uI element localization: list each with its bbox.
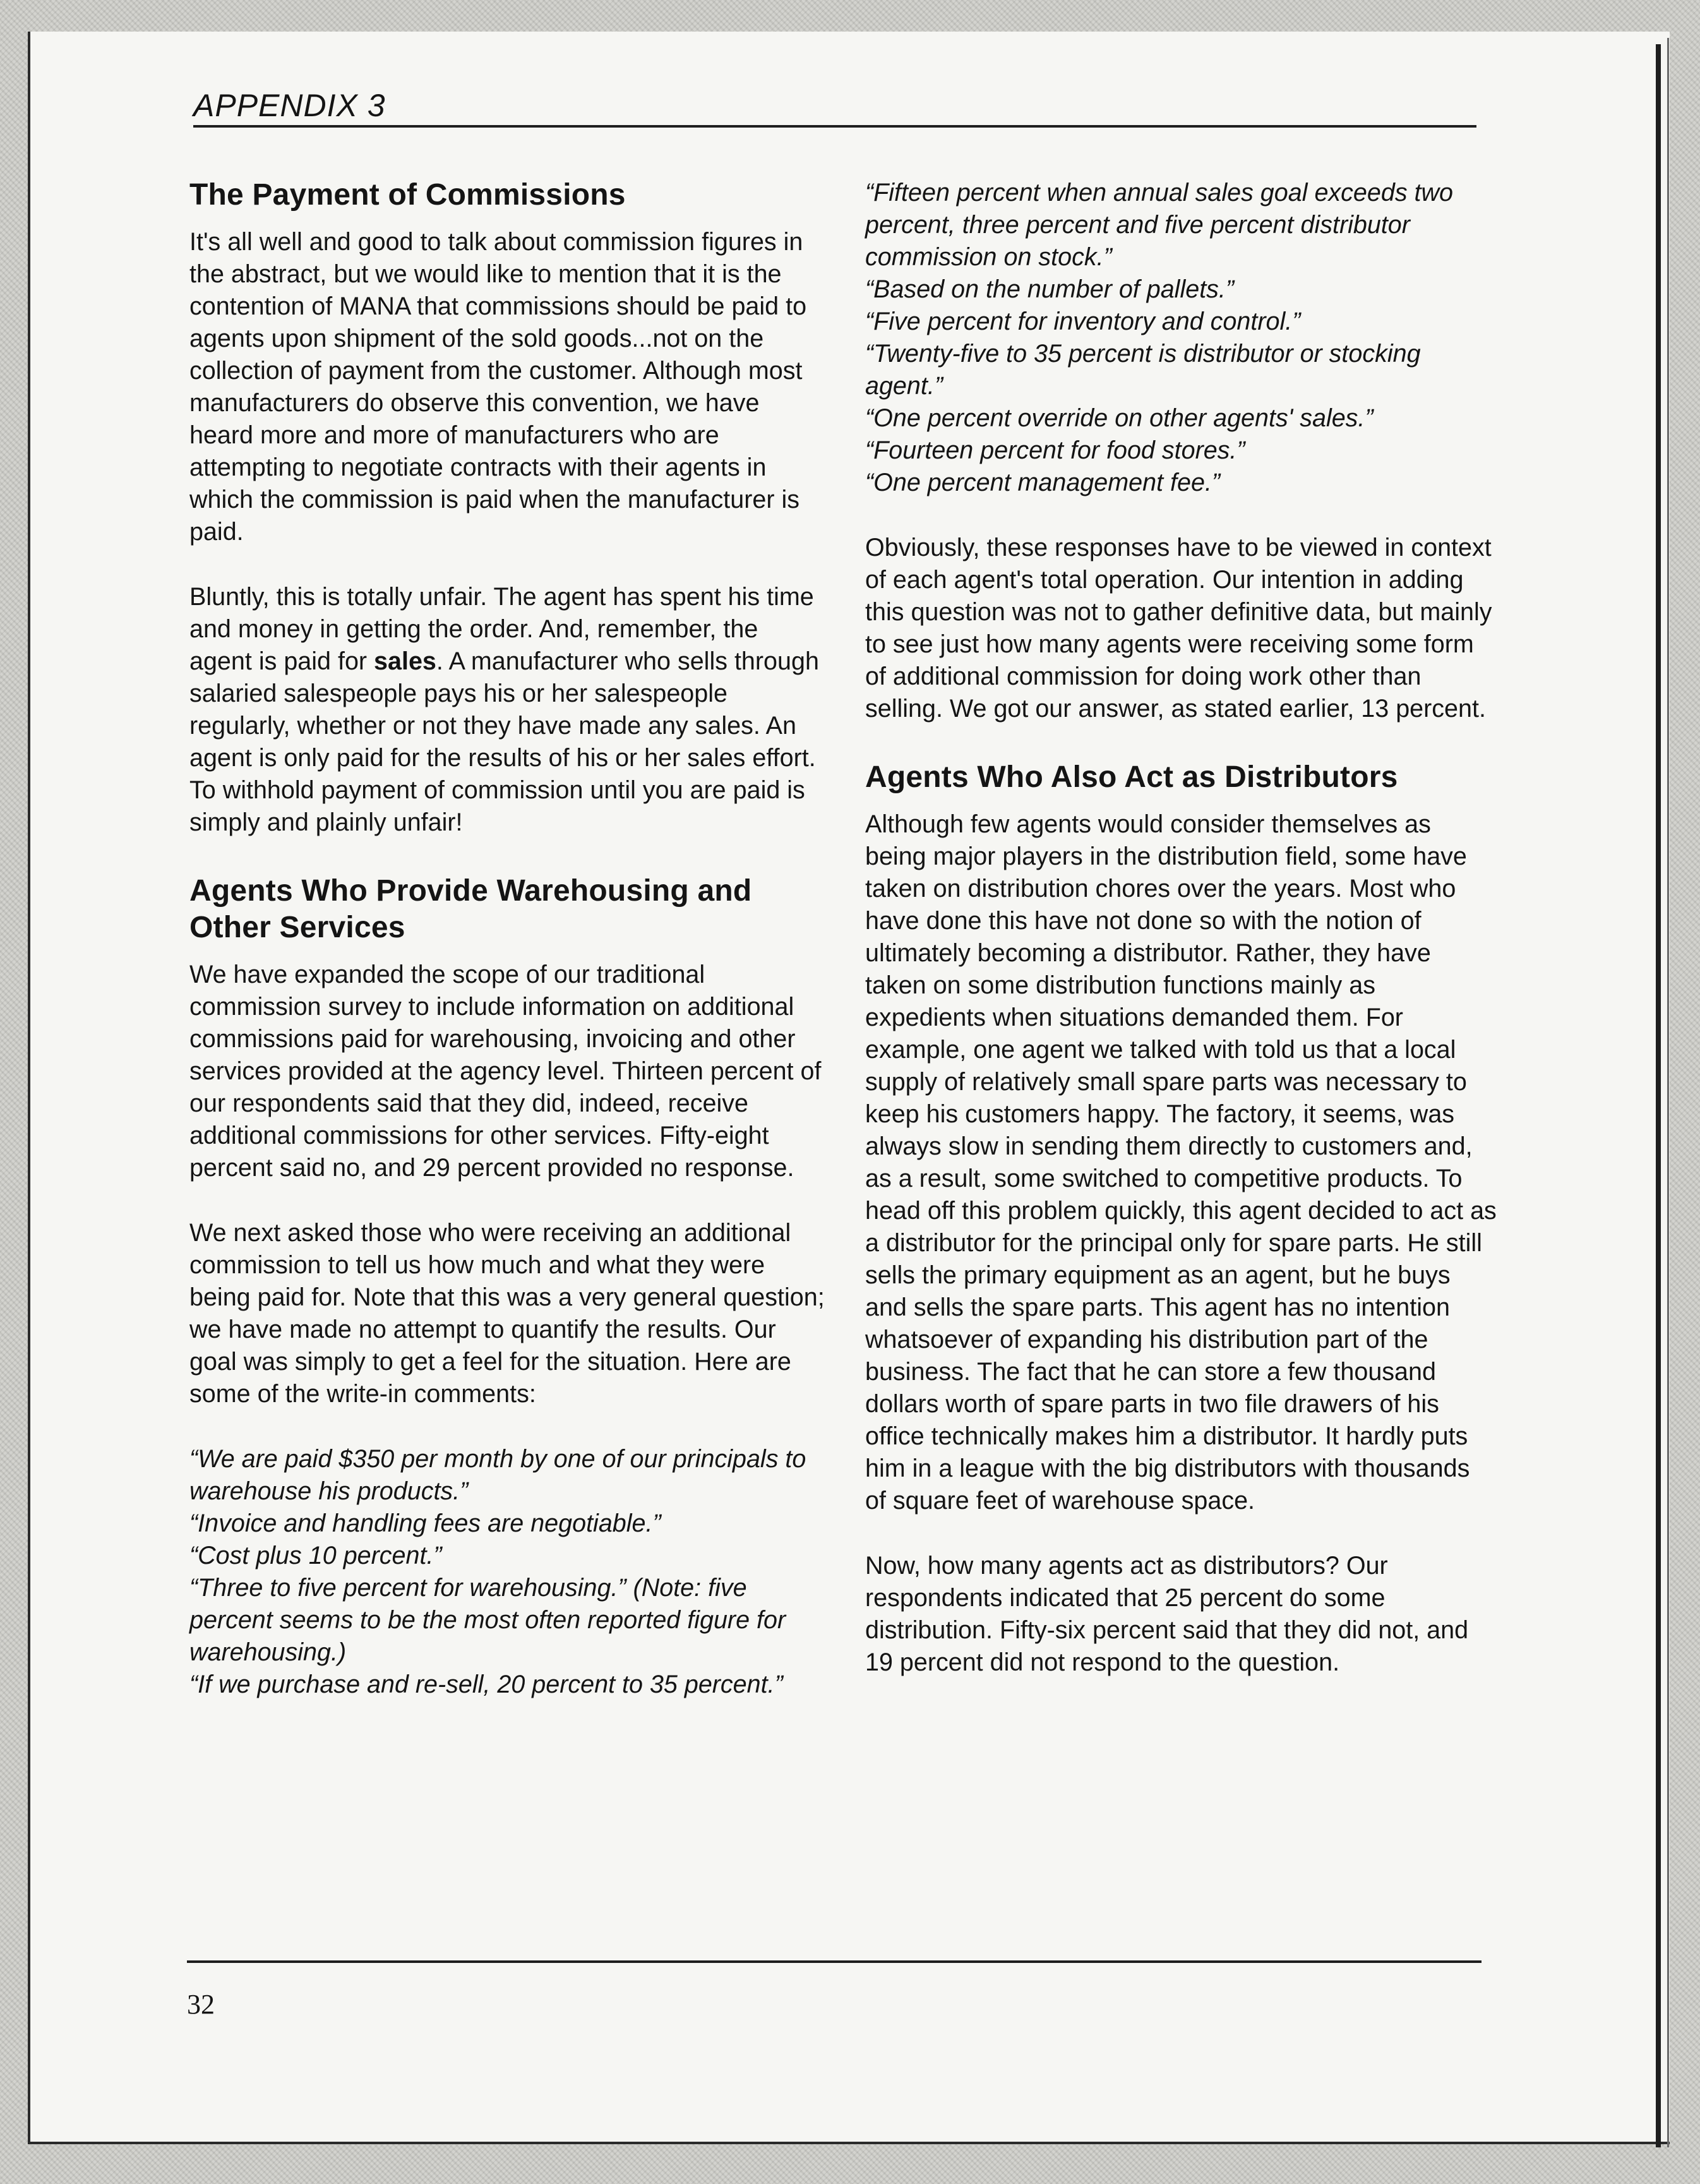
quote-item: “Invoice and handling fees are negotiable.”	[189, 1509, 661, 1537]
footer-rule	[187, 1960, 1482, 1963]
left-column	[189, 177, 827, 1701]
quote-item: “We are paid $350 per month by one of our principals to warehouse his products.”	[189, 1445, 806, 1505]
quote-item: “One percent management fee.”	[865, 469, 1221, 496]
quote-item: “If we purchase and re-sell, 20 percent to 35 percent.”	[189, 1671, 783, 1698]
paragraph-distributors-1: Although few agents would consider themselves as being major players in the distribution field, some have taken on distribution chores over the years. Most who have done this have not done so with the notion of ultimately becoming a distributor. Rather, they have taken on some distribution functions mainly as expedients when situations demanded them. For example, one agent we talked with told us that a local supply of relatively small spare parts was necessary to keep his customers happy. The factory, it seems, was always slow in sending them directly to customers and, as a result, some switched to competitive products. To head off this problem quickly, this agent decided to act as a distributor for the principal only for spare parts. He still sells the primary equipment as an agent, but he buys and sells the spare parts. This agent has no intention whatsoever of expanding his distribution part of the business. The fact that he can store a few thousand dollars worth of spare parts in two file drawers of his office technically makes him a distributor. It hardly puts him in a league with the big distributors with thousands of square feet of warehouse space.	[865, 810, 1497, 1515]
quote-item: “Based on the number of pallets.”	[865, 275, 1235, 303]
paragraph-warehousing-2: We next asked those who were receiving an additional commission to tell us how much and what they were being paid for. Note that this was a very general question; we have made no attempt to quantify the results. Our goal was simply to get a feel for the situation. Here are some of the write-in comments:	[189, 1219, 825, 1408]
header-rule	[193, 125, 1476, 128]
binding-edge	[1656, 44, 1661, 2147]
heading-payment-of-commissions: The Payment of Commissions	[189, 178, 626, 212]
binding-edge-inner	[1667, 38, 1669, 2147]
page-number: 32	[187, 1989, 215, 2020]
heading-distributors: Agents Who Also Act as Distributors	[865, 760, 1398, 794]
paragraph-obviously: Obviously, these responses have to be viewed in context of each agent's total operation. Our intention in adding this question was not to gather definitive data, but mainly to see just how many agents were receiving some form of additional commission for doing work other than selling. We got our answer, as stated earlier, 13 percent.	[865, 534, 1492, 723]
paragraph-payment-1: It's all well and good to talk about commission figures in the abstract, but we would like to mention that it is the contention of MANA that commissions should be paid to agents upon shipment of the sold goods...not on the collection of payment from the customer. Although most manufacturers do observe this convention, we have heard more and more of manufacturers who are attempting to negotiate contracts with their agents in which the commission is paid when the manufacturer is paid.	[189, 228, 807, 546]
paragraph-warehousing-1: We have expanded the scope of our traditional commission survey to include information on additional commissions paid for warehousing, invoicing and other services provided at the agency level. Thirteen percent of our respondents said that they did, indeed, receive additional commissions for other services. Fifty-eight percent said no, and 29 percent provided no response.	[189, 961, 822, 1182]
right-column	[865, 177, 1497, 1679]
quote-item: “Five percent for inventory and control.”	[865, 308, 1301, 335]
quote-item: “One percent override on other agents' sales.”	[865, 404, 1374, 432]
heading-warehousing: Agents Who Provide Warehousing and Other Services	[189, 874, 752, 944]
paragraph-payment-2: Bluntly, this is totally unfair. The agent has spent his time and money in getting the order. And, remember, the agent is paid for sales. A manufacturer who sells through salaried salespeople pays his or her salespeople regularly, whether or not they have made any sales. An agent is only paid for the results of his or her sales effort. To withhold payment of commission until you are paid is simply and plainly unfair!	[189, 583, 819, 836]
quote-item: “Cost plus 10 percent.”	[189, 1542, 442, 1569]
appendix-header: APPENDIX 3	[193, 88, 386, 123]
quote-item: “Fourteen percent for food stores.”	[865, 436, 1245, 464]
paragraph-distributors-2: Now, how many agents act as distributors? Our respondents indicated that 25 percent do some distribution. Fifty-six percent said that they did not, and 19 percent did not respond to the question.	[865, 1552, 1469, 1676]
quote-item: “Twenty-five to 35 percent is distributor or stocking agent.”	[865, 340, 1421, 400]
quote-item: “Fifteen percent when annual sales goal exceeds two percent, three percent and five percent distributor commission on stock.”	[865, 179, 1454, 271]
quote-item: “Three to five percent for warehousing.” (Note: five percent seems to be the most often reported figure for warehousing.)	[189, 1574, 786, 1666]
